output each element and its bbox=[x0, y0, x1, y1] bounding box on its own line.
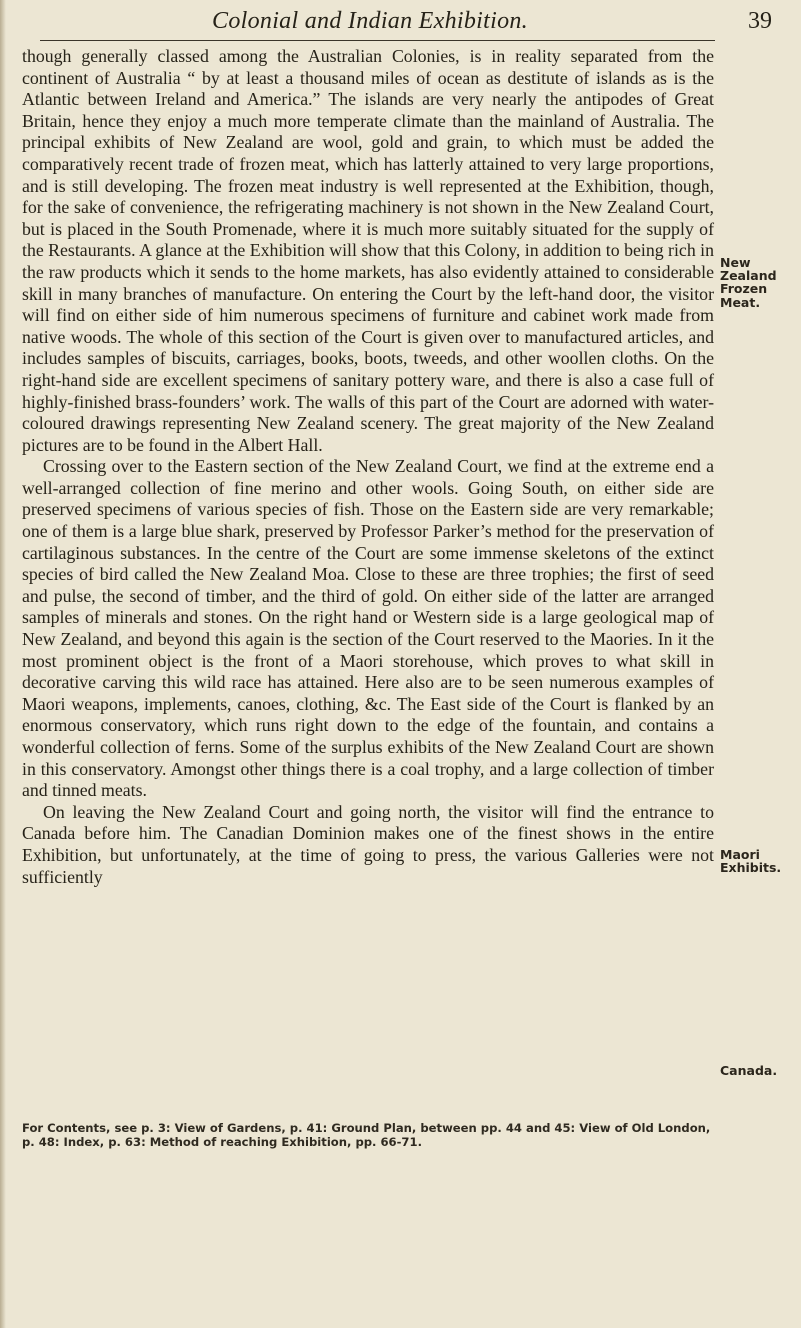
paragraph-canada: On leaving the New Zealand Court and going north, the visitor will find the entrance to Canada before him. The Canadian Dominion makes one of the finest shows in the entire Exhibition, but unfortunately, at the time of going to press, the various Galleries were not sufficiently bbox=[22, 801, 714, 887]
margin-note-new-zealand-frozen-meat: New Zealand Frozen Meat. bbox=[720, 255, 777, 310]
header-rule bbox=[40, 40, 715, 41]
running-title: Colonial and Indian Exhibition. bbox=[212, 8, 528, 34]
margin-note-canada: Canada. bbox=[720, 1063, 778, 1078]
paragraph-eastern-section: Crossing over to the Eastern section of the New Zealand Court, we find at the extreme end a well-arranged collection of fine merino and other wools. Going South, on either side are preserved specimens of various species of fish. Those on the Eastern side are very remarkable; one of them is a large blue shark, preserved by Professor Parker’s method for the preservation of cartilaginous substances. In the centre of the Court are some immense skeletons of the extinct species of bird called the New Zealand Moa. Close to these are three trophies; the first of seed and pulse, the second of timber, and the third of gold. On either side of the latter are arranged samples of minerals and stones. On the right hand or Western side is a large geological map of New Zealand, and beyond this again is the section of the Court reserved to the Maories. In it the most prominent object is the front of a Maori storehouse, which proves to what skill in decorative carving this wild race has attained. Here also are to be seen numerous examples of Maori weapons, implements, canoes, clothing, &c. The East side of the Court is flanked by an enormous conservatory, which runs right down to the edge of the fountain, and contains a wonderful collection of ferns. Some of the surplus exhibits of the New Zealand Court are shown in this conservatory. Amongst other things there is a coal trophy, and a large collection of timber and tinned meats. bbox=[22, 456, 714, 801]
page-edge-shadow bbox=[0, 0, 6, 1328]
paragraph-new-zealand: though generally classed among the Australian Colonies, is in reality separated from the continent of Australia “ by at least a thousand miles of ocean as destitute of islands as is the Atlantic between Ireland and America.” The islands are very nearly the antipodes of Great Britain, hence they enjoy a much more temperate climate than the mainland of Australia. The principal exhibits of New Zealand are wool, gold and grain, to which must be added the comparatively recent trade of frozen meat, which has latterly attained to very large proportions, and is still developing. The frozen meat industry is well represented at the Exhibition, though, for the sake of convenience, the refrigerating machinery is not shown in the New Zealand Court, but is placed in the South Promenade, where it is much more suitably situated for the supply of the Restaurants. A glance at the Exhibition will show that this Colony, in addition to being rich in the raw products which it sends to the home markets, has also evidently attained to considerable skill in many branches of manufacture. On entering the Court by the left-hand door, the visitor will find on either side of him numerous specimens of furniture and cabinet work made from native woods. The whole of this section of the Court is given over to manufactured articles, and includes samples of biscuits, carriages, books, boots, tweeds, and other woollen cloths. On the right-hand side are excellent specimens of sanitary pottery ware, and there is also a case full of highly-finished brass-founders’ work. The walls of this part of the Court are adorned with water-coloured drawings representing New Zealand scenery. The great majority of the New Zealand pictures are to be found in the Albert Hall. bbox=[22, 46, 714, 455]
footnote: For Contents, see p. 3: View of Gardens, p. 41: Ground Plan, between pp. 44 and 45: View of Old London, p. 48: Index, p. 63: Method of reaching Exhibition, pp. 66-71. bbox=[22, 1121, 711, 1149]
page-number: 39 bbox=[748, 8, 772, 34]
body-text bbox=[22, 46, 714, 888]
margin-note-maori-exhibits: Maori Exhibits. bbox=[720, 847, 782, 876]
page-header bbox=[40, 4, 780, 38]
